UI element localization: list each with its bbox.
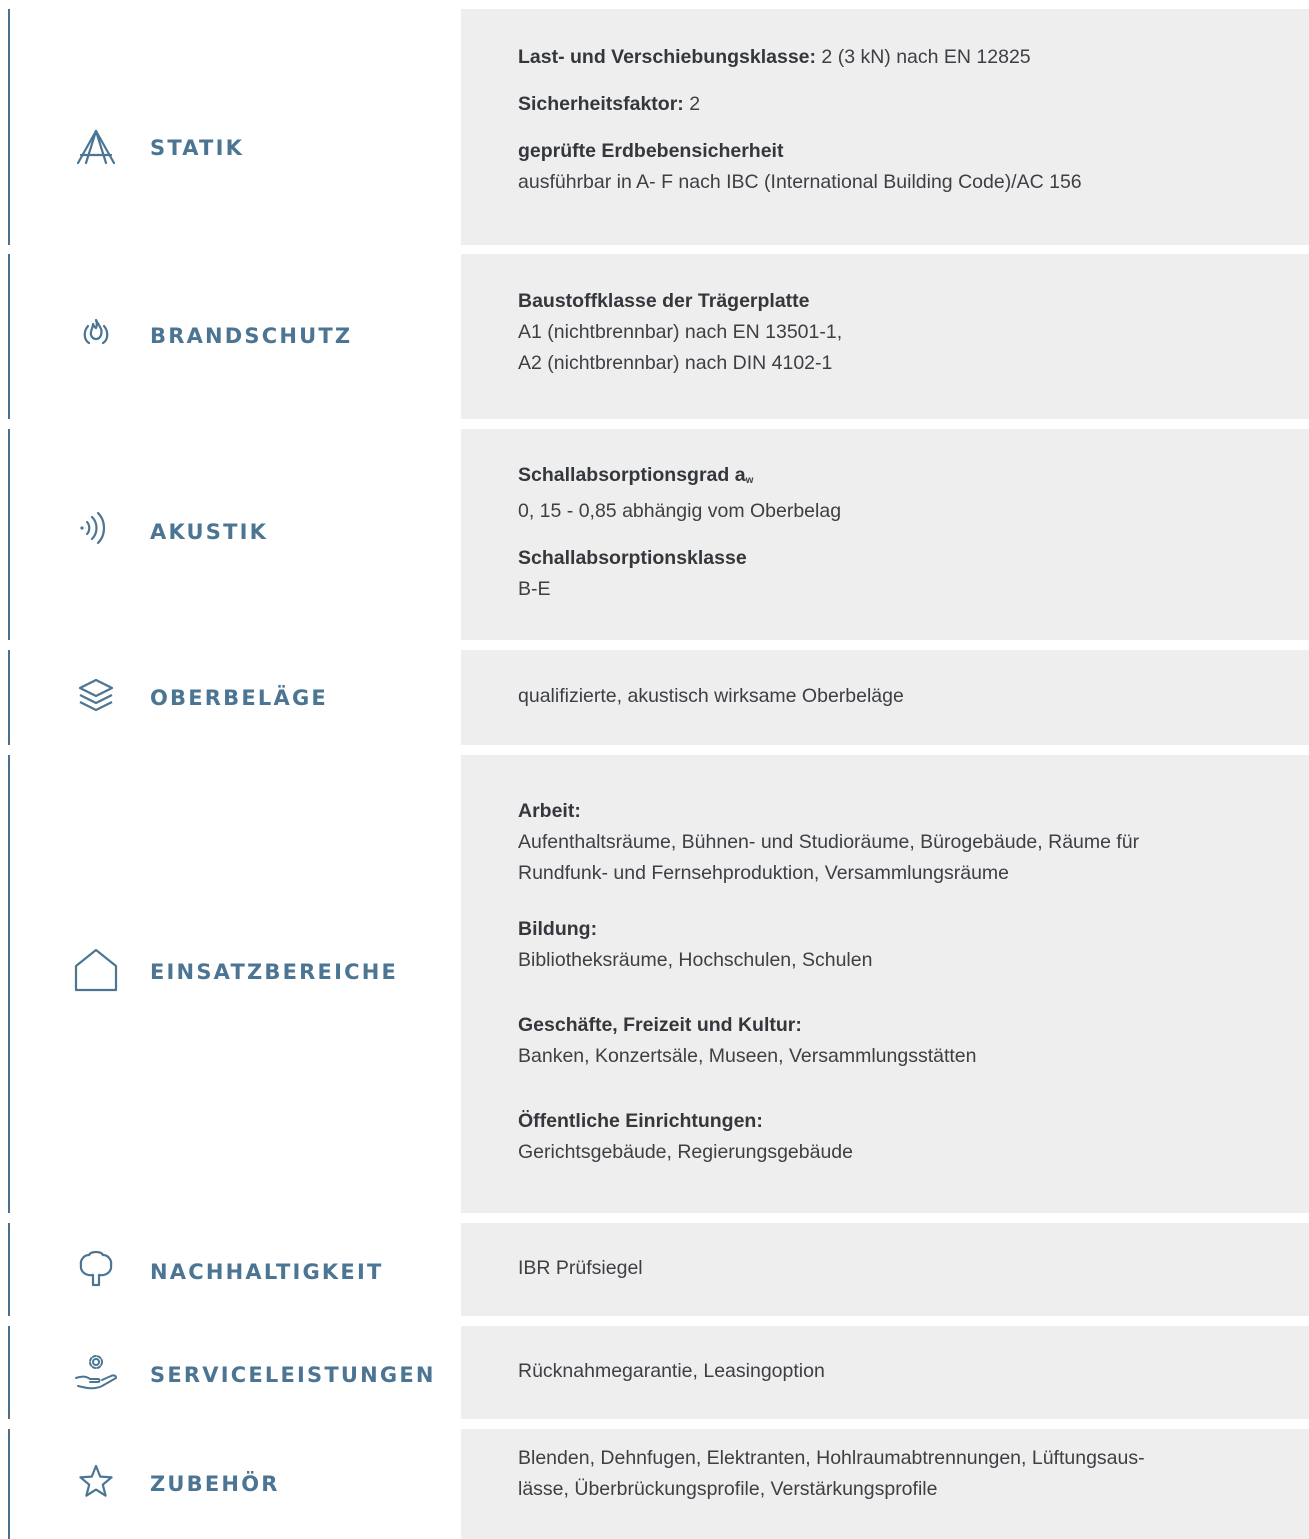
row-oberbelaege bbox=[0, 650, 1309, 745]
row-einsatzbereiche bbox=[0, 755, 1309, 1213]
spec-value: A1 (nichtbrennbar) nach EN 13501-1, bbox=[518, 321, 843, 343]
row-title: NACHHALTIGKEIT bbox=[150, 1260, 384, 1284]
spec-value: Rücknahmegarantie, Leasingoption bbox=[518, 1360, 825, 1382]
row-title: BRANDSCHUTZ bbox=[150, 324, 353, 348]
spec-item bbox=[518, 543, 1278, 605]
spec-value: Rundfunk- und Fernsehproduktion, Versammlungsräume bbox=[518, 862, 1010, 884]
row-title: AKUSTIK bbox=[150, 520, 269, 544]
star-icon bbox=[72, 1458, 120, 1506]
spec-value: Blenden, Dehnfugen, Elektranten, Hohlraumabtrennungen, Lüftungsaus- bbox=[518, 1447, 1145, 1469]
spec-label bbox=[518, 460, 1278, 496]
row-title: EINSATZBEREICHE bbox=[150, 960, 399, 984]
spec-value: lässe, Überbrückungsprofile, Verstärkungsprofile bbox=[518, 1478, 938, 1500]
spec-label: Arbeit: bbox=[518, 800, 581, 822]
spec-label: Schallabsorptionsklasse bbox=[518, 547, 747, 569]
spec-label: Geschäfte, Freizeit und Kultur: bbox=[518, 1014, 802, 1036]
row-title: SERVICELEISTUNGEN bbox=[150, 1363, 436, 1387]
row-title: STATIK bbox=[150, 136, 245, 160]
spec-value: B-E bbox=[518, 578, 551, 600]
spec-item bbox=[518, 89, 1278, 120]
subscript: w bbox=[745, 475, 754, 486]
row-content bbox=[518, 42, 1278, 198]
spec-item bbox=[518, 914, 1278, 976]
spec-value: 2 bbox=[683, 93, 701, 115]
spec-value: 2 (3 kN) nach EN 12825 bbox=[816, 46, 1031, 68]
house-icon bbox=[72, 946, 120, 994]
row-akustik bbox=[0, 429, 1309, 640]
row-content bbox=[518, 286, 1278, 379]
spec-label: Bildung: bbox=[518, 918, 598, 940]
spec-label: Baustoffklasse der Trägerplatte bbox=[518, 290, 810, 312]
spec-value: A2 (nichtbrennbar) nach DIN 4102-1 bbox=[518, 352, 833, 374]
spec-value: Bibliotheksräume, Hochschulen, Schulen bbox=[518, 949, 873, 971]
spec-value: IBR Prüfsiegel bbox=[518, 1257, 643, 1279]
spec-item bbox=[518, 460, 1278, 527]
row-nachhaltigkeit bbox=[0, 1223, 1309, 1316]
row-content bbox=[518, 681, 1278, 712]
row-content bbox=[518, 460, 1278, 605]
flame-icon bbox=[72, 310, 120, 358]
hand-gear-icon bbox=[72, 1348, 120, 1396]
spec-value: ausführbar in A- F nach IBC (International Building Code)/AC 156 bbox=[518, 171, 1082, 193]
spec-item bbox=[518, 796, 1278, 889]
tree-icon bbox=[72, 1245, 120, 1293]
sound-waves-icon bbox=[72, 504, 120, 552]
triangle-frame-icon bbox=[72, 123, 120, 171]
spec-label: Sicherheitsfaktor: bbox=[518, 93, 684, 115]
spec-item bbox=[518, 136, 1278, 198]
spec-label: Öffentliche Einrichtungen: bbox=[518, 1110, 763, 1132]
row-title: ZUBEHÖR bbox=[150, 1472, 280, 1496]
spec-item bbox=[518, 1106, 1278, 1168]
row-serviceleistungen bbox=[0, 1326, 1309, 1419]
row-statik bbox=[0, 9, 1309, 245]
spec-value: Gerichtsgebäude, Regierungsgebäude bbox=[518, 1141, 853, 1163]
row-zubehoer bbox=[0, 1429, 1309, 1539]
spec-label-text: Schallabsorptionsgrad a bbox=[518, 464, 746, 486]
spec-label: geprüfte Erdbebensicherheit bbox=[518, 140, 784, 162]
row-title: OBERBELÄGE bbox=[150, 686, 328, 710]
row-content bbox=[518, 1253, 1278, 1284]
spec-item bbox=[518, 42, 1278, 73]
spec-value: Aufenthaltsräume, Bühnen- und Studioräume, Bürogebäude, Räume für bbox=[518, 831, 1140, 853]
row-brandschutz bbox=[0, 254, 1309, 419]
spec-value: 0, 15 - 0,85 abhängig vom Oberbelag bbox=[518, 500, 842, 522]
row-content bbox=[518, 796, 1278, 1168]
spec-item bbox=[518, 1010, 1278, 1072]
spec-label: Last- und Verschiebungsklasse: bbox=[518, 46, 817, 68]
spec-value: Banken, Konzertsäle, Museen, Versammlungsstätten bbox=[518, 1045, 977, 1067]
row-content bbox=[518, 1443, 1278, 1505]
spec-value: qualifizierte, akustisch wirksame Oberbeläge bbox=[518, 685, 904, 707]
layers-icon bbox=[72, 672, 120, 720]
row-content bbox=[518, 1356, 1278, 1387]
